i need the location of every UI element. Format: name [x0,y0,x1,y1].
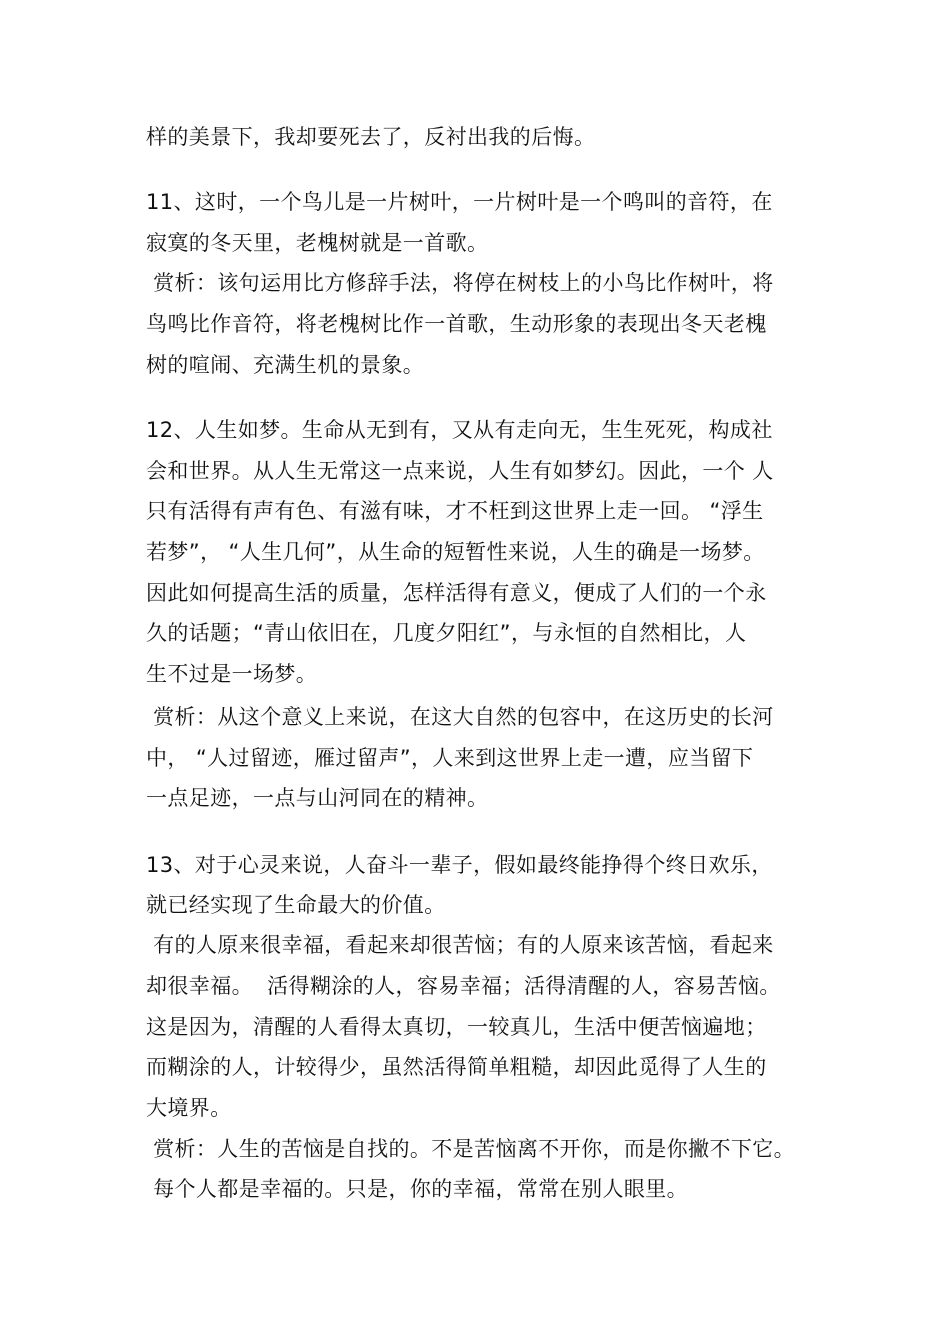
text-line: 11、这时，一个鸟儿是一片树叶，一片树叶是一个鸣叫的音符，在 [146,190,773,214]
text-line: 却很幸福。 活得糊涂的人，容易幸福；活得清醒的人，容易苦恼。 [146,974,781,998]
text-line: 而糊涂的人，计较得少，虽然活得简单粗糙，却因此觅得了人生的 [146,1055,767,1079]
text-line: 树的喧闹、充满生机的景象。 [146,353,425,377]
text-line: 只有活得有声有色、有滋有味，才不枉到这世界上走一回。 “浮生 [146,499,764,523]
text-line: 13、对于心灵来说，人奋斗一辈子，假如最终能挣得个终日欢乐， [146,853,773,877]
text-line: 会和世界。从人生无常这一点来说，人生有如梦幻。因此，一个 人 [146,459,774,483]
text-line: 大境界。 [146,1096,232,1120]
text-line: 鸟鸣比作音符，将老槐树比作一首歌，生动形象的表现出冬天老槐 [146,312,767,336]
text-line: 有的人原来很幸福，看起来却很苦恼；有的人原来该苦恼，看起来 [146,933,774,957]
text-line: 生不过是一场梦。 [146,662,318,686]
text-line: 若梦”， “人生几何”，从生命的短暂性来说，人生的确是一场梦。 [146,540,765,564]
text-line: 赏析：该句运用比方修辞手法，将停在树枝上的小鸟比作树叶，将 [146,271,774,295]
text-line: 中， “人过留迹，雁过留声”，人来到这世界上走一遭，应当留下 [146,746,754,770]
text-line: 就已经实现了生命最大的价值。 [146,893,446,917]
text-line: 因此如何提高生活的质量，怎样活得有意义，便成了人们的一个永 [146,581,767,605]
text-line: 久的话题；“青山依旧在，几度夕阳红”，与永恒的自然相比，人 [146,621,747,645]
text-line: 寂寞的冬天里，老槐树就是一首歌。 [146,231,489,255]
text-line: 一点足迹，一点与山河同在的精神。 [146,786,489,810]
text-line: 每个人都是幸福的。只是，你的幸福，常常在别人眼里。 [146,1177,689,1201]
text-line: 赏析：人生的苦恼是自找的。不是苦恼离不开你，而是你撇不下它。 [146,1137,796,1161]
text-line: 样的美景下，我却要死去了，反衬出我的后悔。 [146,125,596,149]
text-line: 赏析：从这个意义上来说，在这大自然的包容中，在这历史的长河 [146,705,774,729]
text-line: 12、人生如梦。生命从无到有，又从有走向无，生生死死，构成社 [146,418,773,442]
text-line: 这是因为，清醒的人看得太真切，一较真儿，生活中便苦恼遍地； [146,1015,767,1039]
